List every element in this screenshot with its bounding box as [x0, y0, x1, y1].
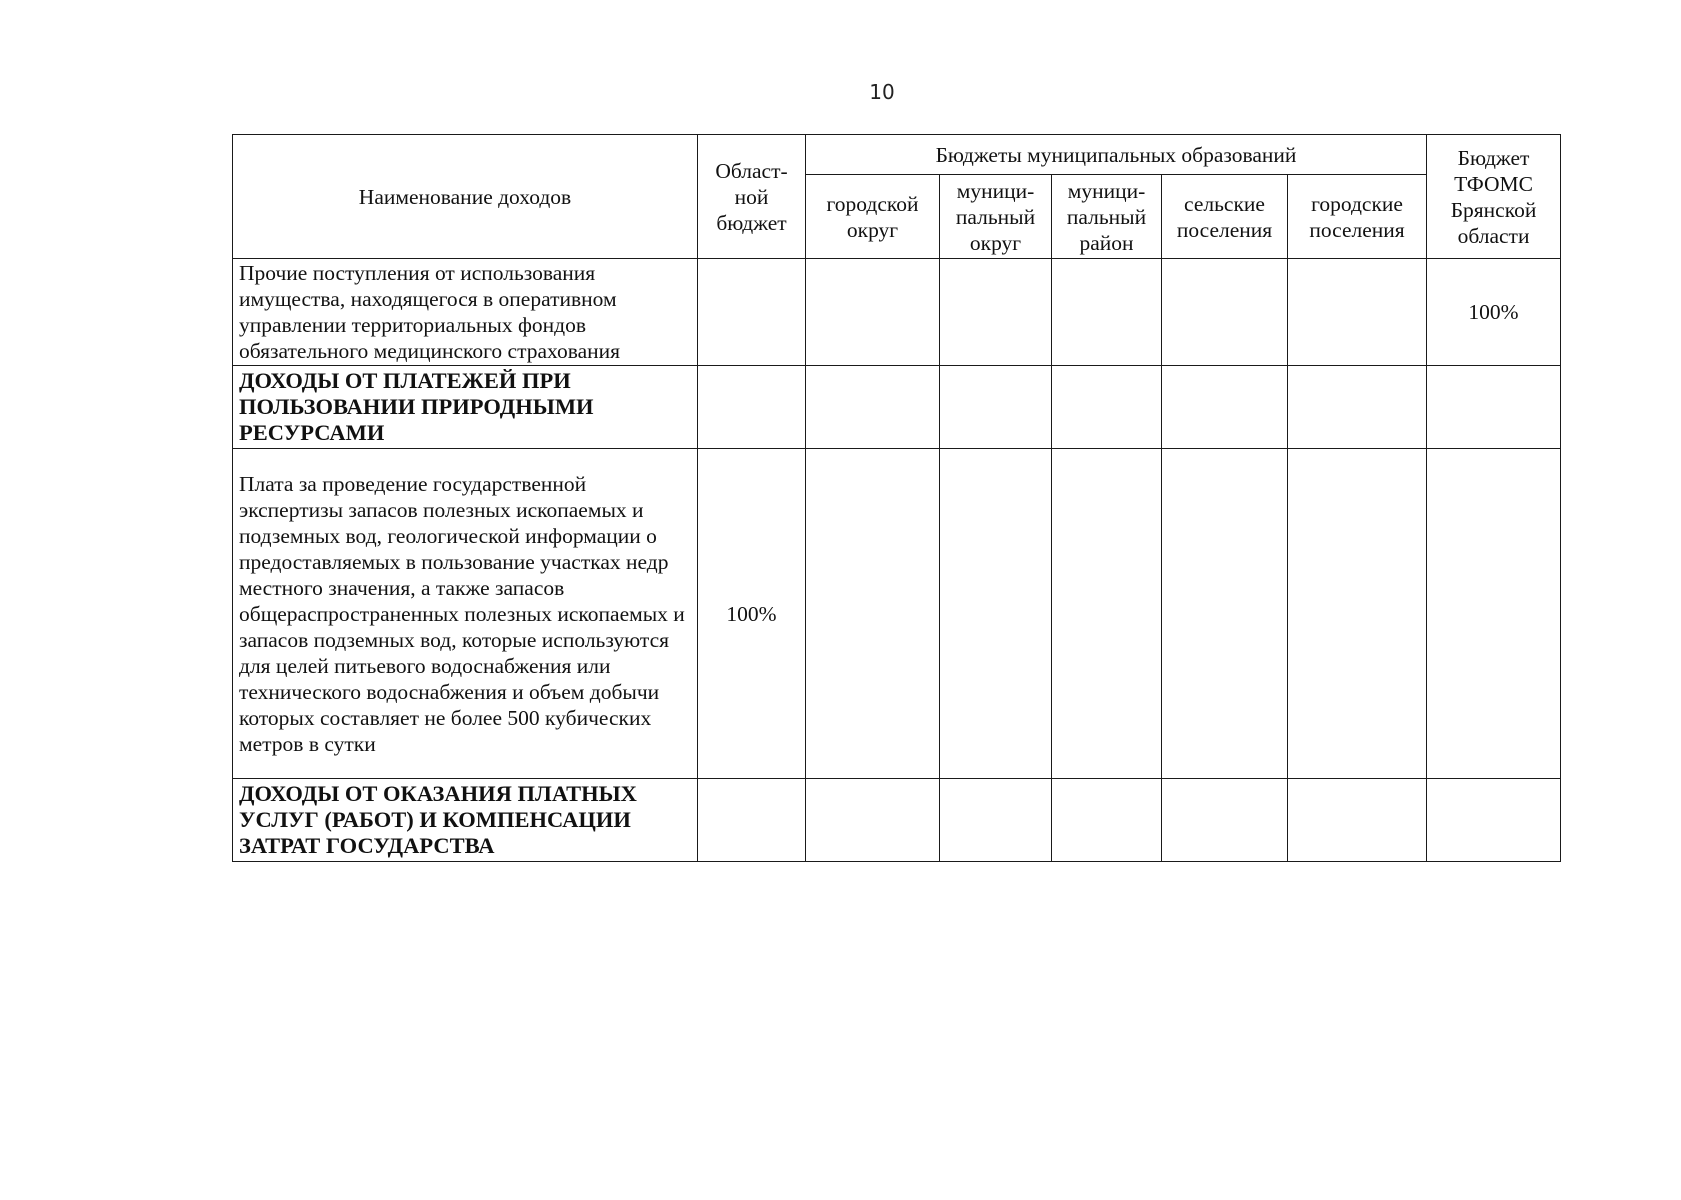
- municipal-okrug-cell: [940, 366, 1052, 449]
- header-urban-settlements: городские поселения: [1288, 175, 1427, 259]
- urban-settlements-cell: [1288, 259, 1427, 366]
- regional-budget-cell: [698, 259, 806, 366]
- city-district-cell: [806, 449, 940, 779]
- regional-budget-cell: [698, 366, 806, 449]
- city-district-cell: [806, 366, 940, 449]
- rural-settlements-cell: [1162, 366, 1288, 449]
- header-tfoms-budget: Бюджет ТФОМС Брянской области: [1427, 135, 1561, 259]
- table-row: [233, 779, 1561, 862]
- regional-budget-cell: [698, 779, 806, 862]
- municipal-rayon-cell: [1052, 259, 1162, 366]
- header-municipal-budgets: Бюджеты муниципальных образований: [806, 135, 1427, 175]
- header-municipal-rayon: муници- пальный район: [1052, 175, 1162, 259]
- city-district-cell: [806, 259, 940, 366]
- tfoms-budget-cell: [1427, 779, 1561, 862]
- rural-settlements-cell: [1162, 449, 1288, 779]
- tfoms-budget-cell: [1427, 449, 1561, 779]
- revenue-distribution-table: [232, 134, 1561, 862]
- page-number: 10: [869, 80, 895, 104]
- table-row: [233, 259, 1561, 366]
- urban-settlements-cell: [1288, 449, 1427, 779]
- regional-budget-cell: 100%: [698, 449, 806, 779]
- revenue-section-heading: ДОХОДЫ ОТ ОКАЗАНИЯ ПЛАТНЫХ УСЛУГ (РАБОТ) И КОМПЕНСАЦИИ ЗАТРАТ ГОСУДАРСТВА: [233, 779, 698, 862]
- municipal-rayon-cell: [1052, 449, 1162, 779]
- urban-settlements-cell: [1288, 779, 1427, 862]
- urban-settlements-cell: [1288, 366, 1427, 449]
- tfoms-budget-cell: 100%: [1427, 259, 1561, 366]
- revenue-name-cell: Плата за проведение государственной экспертизы запасов полезных ископаемых и подземных вод, геологической информации о предоставляемых в пользование участках недр местного значения, а также запасов общераспространенных полезных ископаемых и запасов подземных вод, которые используются для целей питьевого водоснабжения или технического водоснабжения и объем добычи которых составляет не более 500 кубических метров в сутки: [233, 449, 698, 779]
- table-row: [233, 366, 1561, 449]
- city-district-cell: [806, 779, 940, 862]
- municipal-okrug-cell: [940, 449, 1052, 779]
- municipal-rayon-cell: [1052, 366, 1162, 449]
- table-row: [233, 449, 1561, 779]
- rural-settlements-cell: [1162, 779, 1288, 862]
- header-rural-settlements: сельские поселения: [1162, 175, 1288, 259]
- header-revenue-name: Наименование доходов: [233, 135, 698, 259]
- header-municipal-okrug: муници- пальный округ: [940, 175, 1052, 259]
- revenue-section-heading: ДОХОДЫ ОТ ПЛАТЕЖЕЙ ПРИ ПОЛЬЗОВАНИИ ПРИРОДНЫМИ РЕСУРСАМИ: [233, 366, 698, 449]
- municipal-okrug-cell: [940, 259, 1052, 366]
- municipal-rayon-cell: [1052, 779, 1162, 862]
- revenue-name-cell: Прочие поступления от использования имущества, находящегося в оперативном управлении территориальных фондов обязательного медицинского страхования: [233, 259, 698, 366]
- header-city-district: городской округ: [806, 175, 940, 259]
- tfoms-budget-cell: [1427, 366, 1561, 449]
- header-regional-budget: Област- ной бюджет: [698, 135, 806, 259]
- municipal-okrug-cell: [940, 779, 1052, 862]
- rural-settlements-cell: [1162, 259, 1288, 366]
